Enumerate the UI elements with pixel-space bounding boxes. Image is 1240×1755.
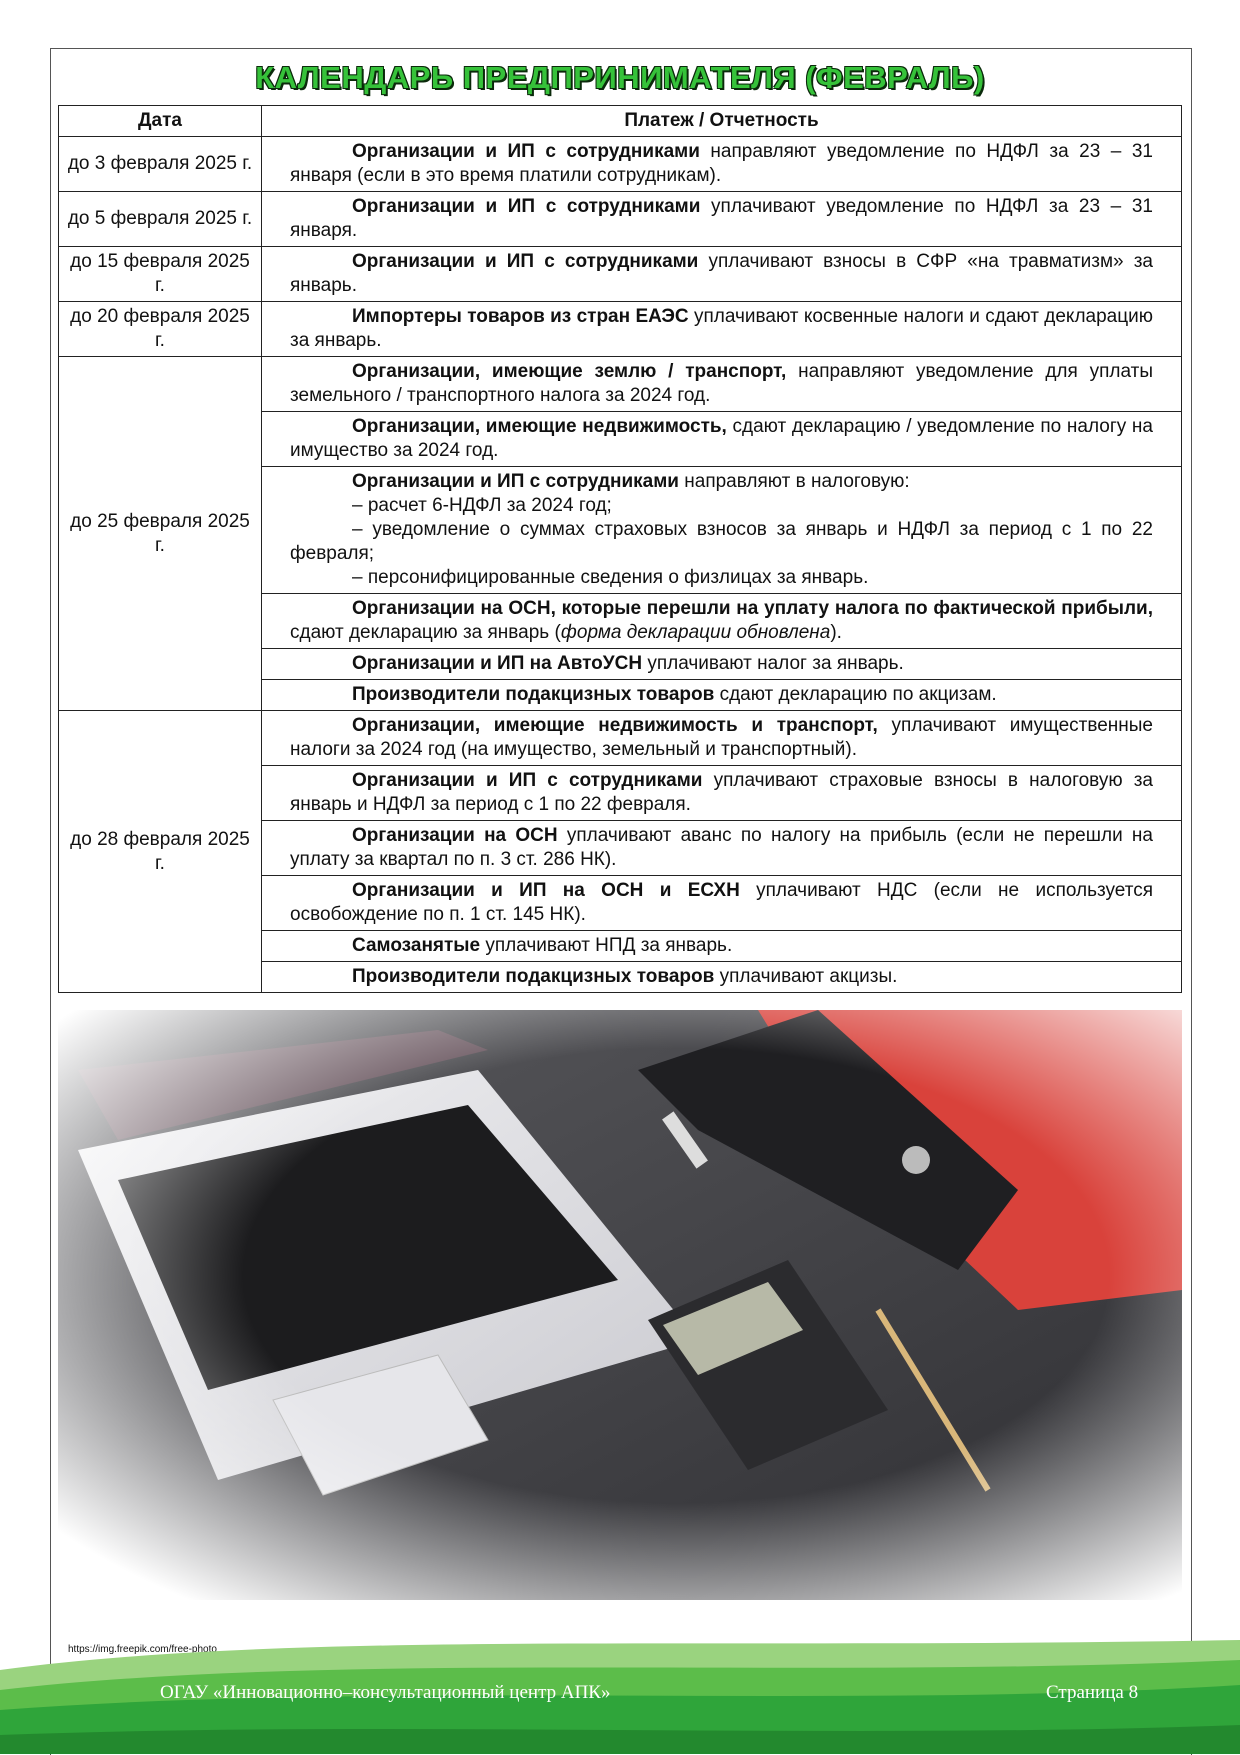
row-date: до 15 февраля 2025 г. — [59, 247, 262, 302]
row-subject: Организации и ИП на АвтоУСН — [352, 653, 643, 674]
row-payment — [262, 357, 1182, 412]
row-payment — [262, 137, 1182, 192]
row-text: уплачивают взносы в СФР «на травматизм» за январь. — [290, 251, 1154, 296]
row-payment — [262, 594, 1182, 649]
table-row — [59, 247, 1182, 302]
list-item: – уведомление о суммах страховых взносов за январь и НДФЛ за период с 1 по 22 февраля; — [290, 519, 1153, 564]
page-title: КАЛЕНДАРЬ ПРЕДПРИНИМАТЕЛЯ (ФЕВРАЛЬ) — [255, 60, 985, 95]
row-payment — [262, 302, 1182, 357]
row-subject: Организации, имеющие землю / транспорт, — [352, 361, 787, 382]
table-row — [59, 302, 1182, 357]
row-subject: Организации на ОСН — [352, 825, 558, 846]
row-payment — [262, 962, 1182, 993]
row-payment — [262, 467, 1182, 594]
header-date: Дата — [59, 106, 262, 137]
row-subject: Организации, имеющие недвижимость, — [352, 416, 727, 437]
row-payment — [262, 931, 1182, 962]
row-date: до 25 февраля 2025 г. — [59, 357, 262, 711]
row-text: сдают декларацию за январь ( — [290, 622, 561, 643]
row-subject: Организации и ИП с сотрудниками — [352, 141, 700, 162]
row-date: до 20 февраля 2025 г. — [59, 302, 262, 357]
row-note: форма декларации обновлена — [560, 622, 831, 643]
row-payment — [262, 876, 1182, 931]
row-payment — [262, 680, 1182, 711]
row-text: уплачивают акцизы. — [714, 966, 898, 987]
row-text: уплачивают имущественные налоги за 2024 год (на имущество, земельный и транспортный). — [290, 715, 1153, 760]
row-text: уплачивают страховые взносы в налоговую за январь и НДФЛ за период с 1 по 22 февраля. — [290, 770, 1154, 815]
row-payment — [262, 412, 1182, 467]
table-row — [59, 711, 1182, 766]
row-date: до 5 февраля 2025 г. — [59, 192, 262, 247]
office-photo — [58, 1010, 1182, 1600]
row-subject: Импортеры товаров из стран ЕАЭС — [352, 306, 689, 327]
row-text: уплачивают аванс по налогу на прибыль (если не перешли на уплату за квартал по п. 3 ст. 286 НК). — [290, 825, 1153, 870]
row-subject: Организации и ИП на ОСН и ЕСХН — [352, 880, 740, 901]
footer-organization: ОГАУ «Инновационно–консультационный центр АПК» — [160, 1682, 611, 1703]
header-payment: Платеж / Отчетность — [262, 106, 1182, 137]
row-text: сдают декларацию / уведомление по налогу на имущество за 2024 год. — [290, 416, 1153, 461]
table-row — [59, 357, 1182, 412]
footer-page-number: Страница 8 — [1046, 1682, 1139, 1703]
row-payment — [262, 649, 1182, 680]
row-payment — [262, 247, 1182, 302]
row-subject: Самозанятые — [352, 935, 481, 956]
row-text-tail: ). — [830, 622, 842, 643]
photo-credit: https://img.freepik.com/free-photo — [68, 1644, 217, 1655]
row-subject: Организации и ИП с сотрудниками — [352, 196, 701, 217]
row-text: уплачивают НДС (если не используется освобождение по п. 1 ст. 145 НК). — [290, 880, 1153, 925]
row-text: сдают декларацию по акцизам. — [714, 684, 997, 705]
row-text: направляют уведомление по НДФЛ за 23 – 31 января (если в это время платили сотрудникам). — [290, 141, 1154, 186]
row-payment — [262, 766, 1182, 821]
row-payment — [262, 821, 1182, 876]
row-text: уплачивают НПД за январь. — [480, 935, 733, 956]
row-subject: Организации на ОСН, которые перешли на уплату налога по фактической прибыли, — [352, 598, 1153, 619]
row-subject: Организации и ИП с сотрудниками — [352, 471, 679, 492]
row-subject: Организации и ИП с сотрудниками — [352, 251, 699, 272]
row-payment — [262, 192, 1182, 247]
table-row — [59, 192, 1182, 247]
row-text: уплачивают косвенные налоги и сдают декларацию за январь. — [290, 306, 1153, 351]
row-text: направляют уведомление для уплаты земельного / транспортного налога за 2024 год. — [290, 361, 1153, 406]
row-text: направляют в налоговую: — [678, 471, 910, 492]
list-item: – расчет 6-НДФЛ за 2024 год; — [352, 495, 612, 516]
row-date: до 3 февраля 2025 г. — [59, 137, 262, 192]
row-subject: Организации, имеющие недвижимость и транспорт, — [352, 715, 878, 736]
row-subject: Производители подакцизных товаров — [352, 966, 715, 987]
row-subject: Производители подакцизных товаров — [352, 684, 715, 705]
row-payment — [262, 711, 1182, 766]
table-row — [59, 137, 1182, 192]
table-header-row — [59, 106, 1182, 137]
row-date: до 28 февраля 2025 г. — [59, 711, 262, 993]
calendar-table — [58, 105, 1182, 993]
row-text: уплачивают налог за январь. — [642, 653, 904, 674]
list-item: – персонифицированные сведения о физлицах за январь. — [352, 567, 869, 588]
row-text: уплачивают уведомление по НДФЛ за 23 – 31 января. — [290, 196, 1153, 241]
row-subject: Организации и ИП с сотрудниками — [352, 770, 703, 791]
